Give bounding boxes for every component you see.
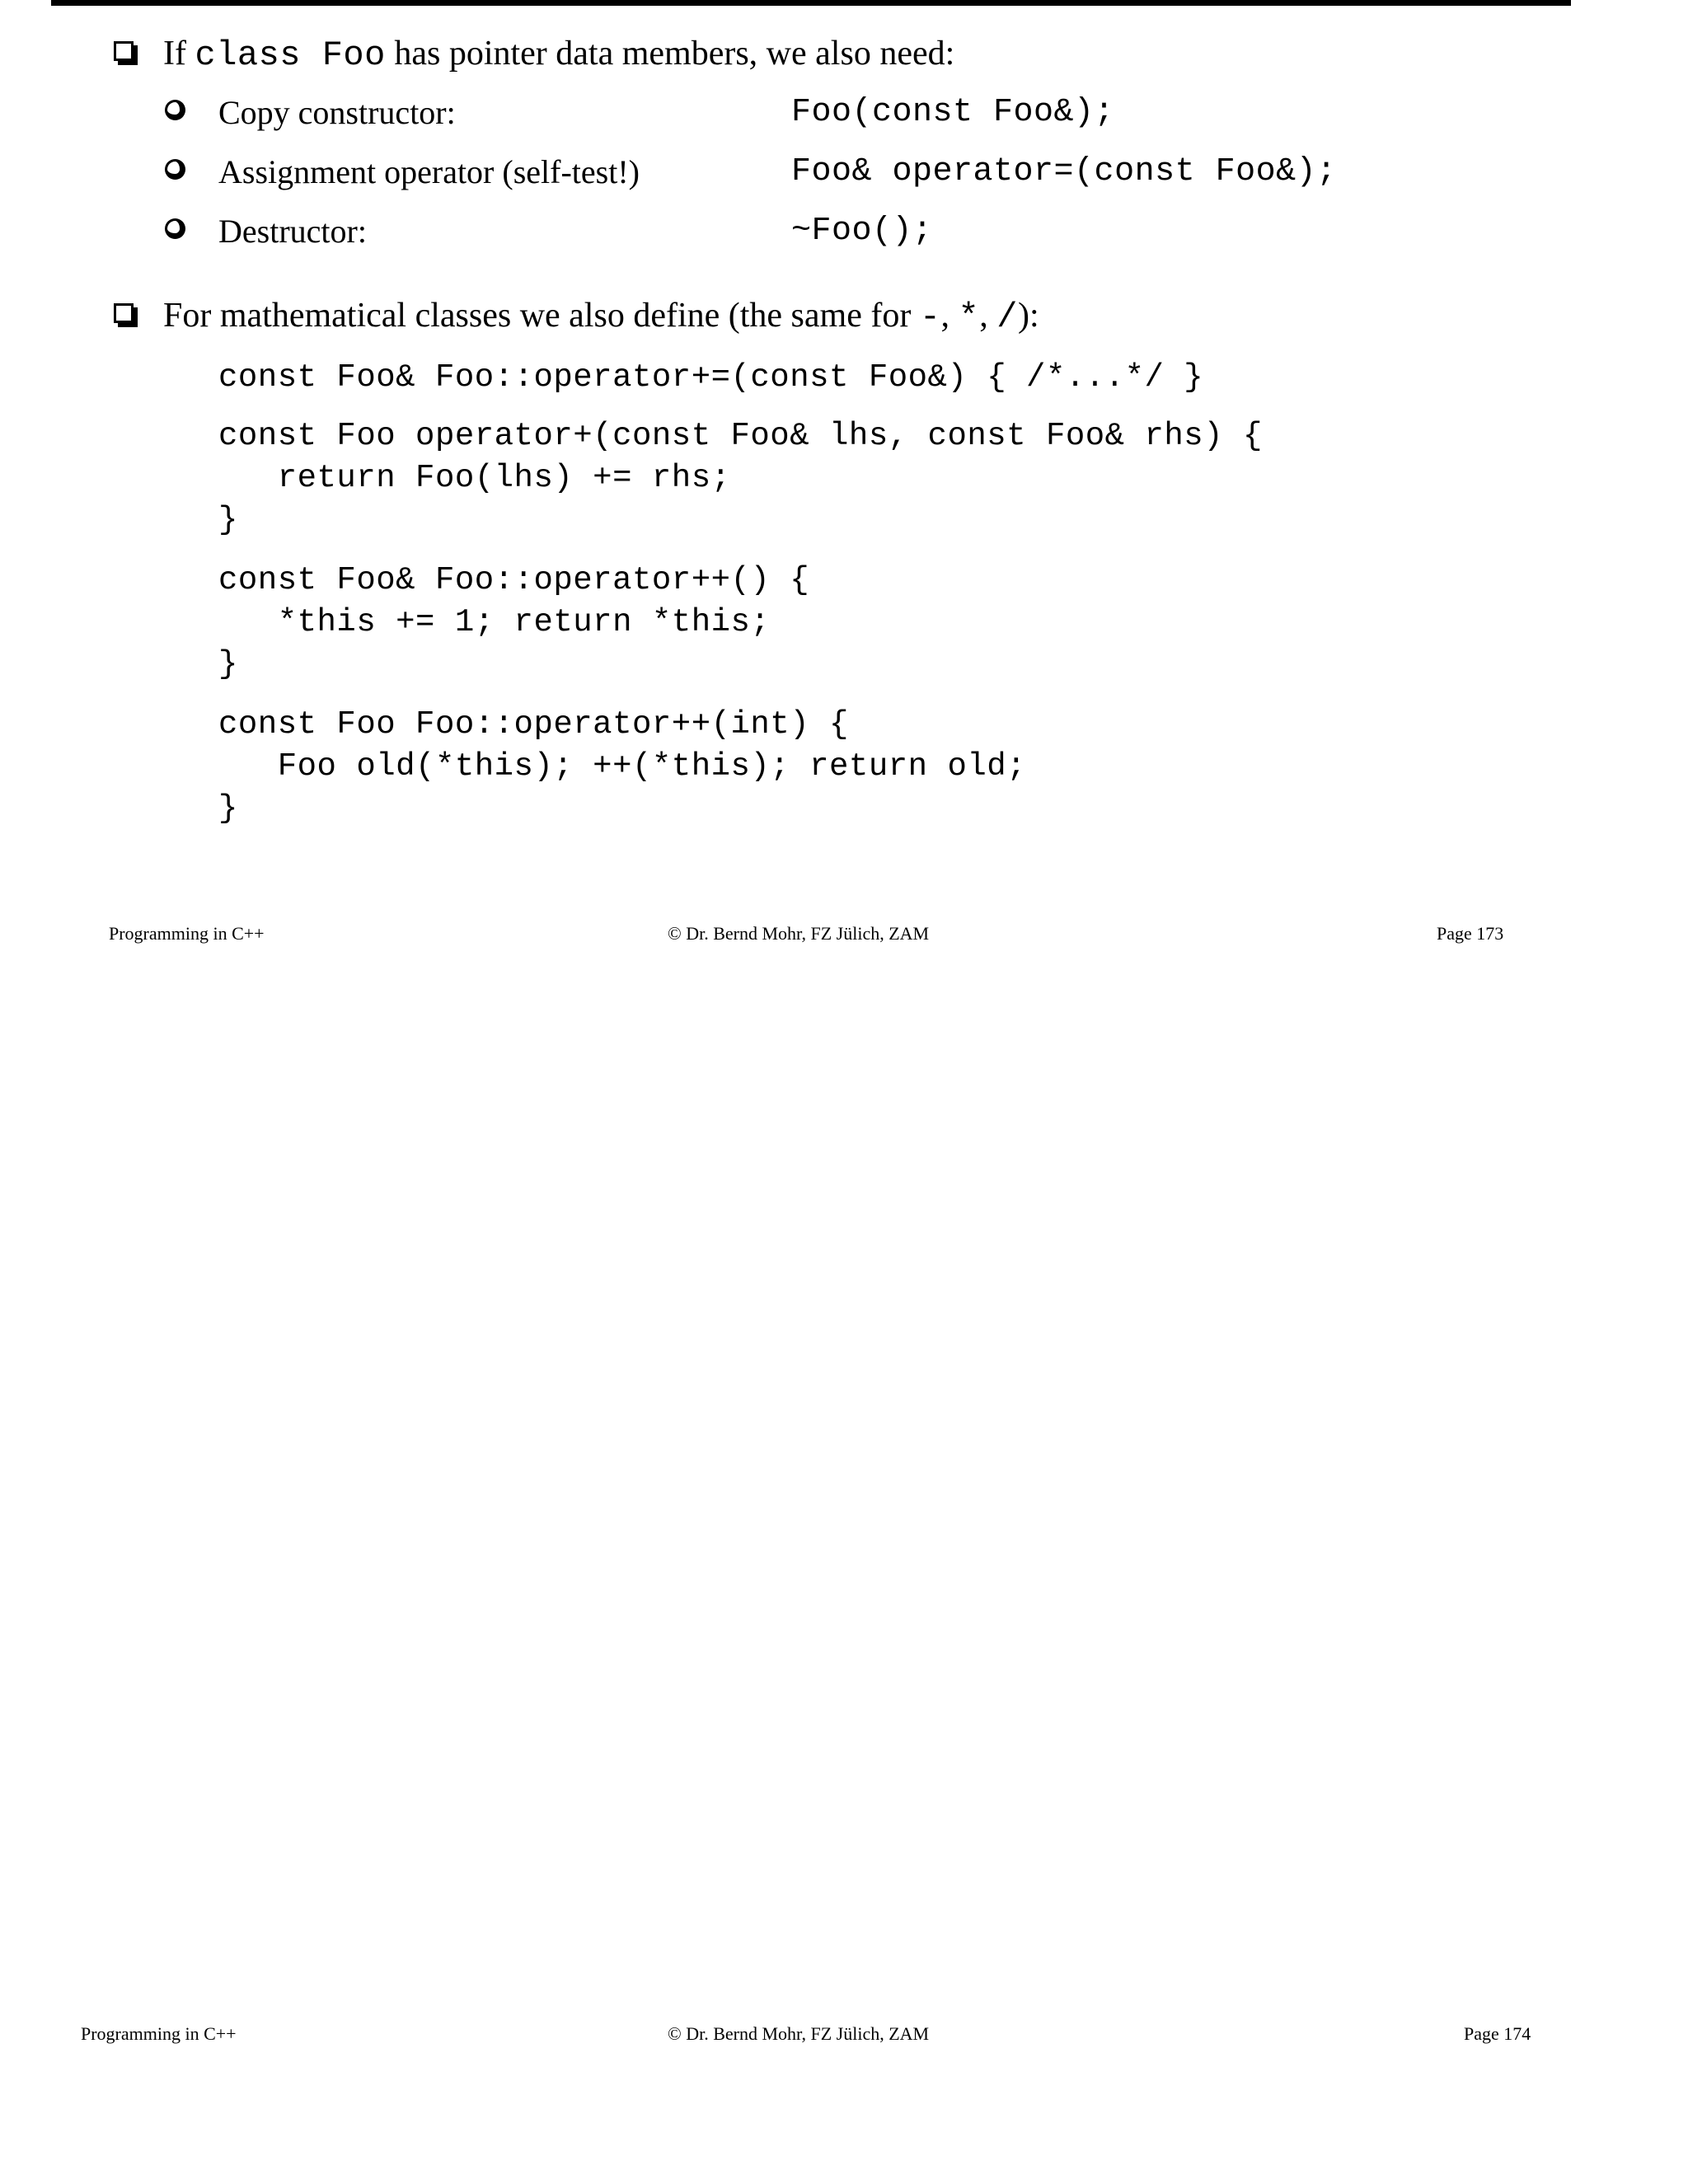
item-copy-constructor-label: Copy constructor: [218, 94, 456, 131]
footer-top-left: Programming in C++ [109, 923, 265, 944]
bullet2-sep1: , [940, 297, 959, 335]
square-bullet-icon [114, 303, 134, 323]
footer-bottom-left: Programming in C++ [81, 2023, 237, 2044]
bullet1-code: class Foo [195, 35, 386, 75]
bullet2-suffix: ): [1017, 297, 1039, 335]
bullet2-sep2: , [979, 297, 997, 335]
bullet1-text [163, 33, 954, 76]
code-line: Foo old(*this); ++(*this); return old; [218, 748, 1027, 785]
item-assignment-label: Assignment operator (self-test!) [218, 153, 640, 190]
code-line: *this += 1; return *this; [218, 604, 771, 640]
square-bullet-icon [114, 41, 134, 61]
item-destructor-label: Destructor: [218, 213, 367, 250]
top-rule [51, 0, 1571, 6]
code-line: const Foo& Foo::operator+=(const Foo&) { /*...*/ } [218, 359, 1204, 396]
footer-top-page: Page 173 [1437, 923, 1504, 944]
bullet2-text [163, 295, 1039, 338]
bullet1-suffix: has pointer data members, we also need: [385, 35, 955, 73]
code-line: const Foo Foo::operator++(int) { [218, 706, 849, 743]
item-copy-constructor-code: Foo(const Foo&); [791, 94, 1115, 131]
bullet2-op-minus: - [919, 298, 941, 337]
footer-bottom-center: © Dr. Bernd Mohr, FZ Jülich, ZAM [668, 2023, 930, 2044]
circle-bullet-icon [165, 218, 185, 239]
item-assignment-code: Foo& operator=(const Foo&); [791, 153, 1337, 190]
code-line: const Foo operator+(const Foo& lhs, const Foo& rhs) { [218, 418, 1263, 454]
footer-bottom-page: Page 174 [1464, 2023, 1531, 2044]
code-line: return Foo(lhs) += rhs; [218, 460, 731, 496]
circle-bullet-icon [165, 159, 185, 180]
circle-bullet-icon [165, 100, 185, 120]
code-line: } [218, 790, 238, 827]
bullet1-prefix: If [163, 35, 195, 73]
code-line: } [218, 502, 238, 538]
footer-top-center: © Dr. Bernd Mohr, FZ Jülich, ZAM [668, 923, 930, 944]
code-line: const Foo& Foo::operator++() { [218, 562, 810, 598]
item-destructor-code: ~Foo(); [791, 213, 933, 250]
code-line: } [218, 646, 238, 682]
bullet2-op-divide: / [996, 298, 1018, 337]
bullet2-prefix: For mathematical classes we also define (the same for [163, 297, 920, 335]
bullet2-op-times: * [958, 298, 980, 337]
